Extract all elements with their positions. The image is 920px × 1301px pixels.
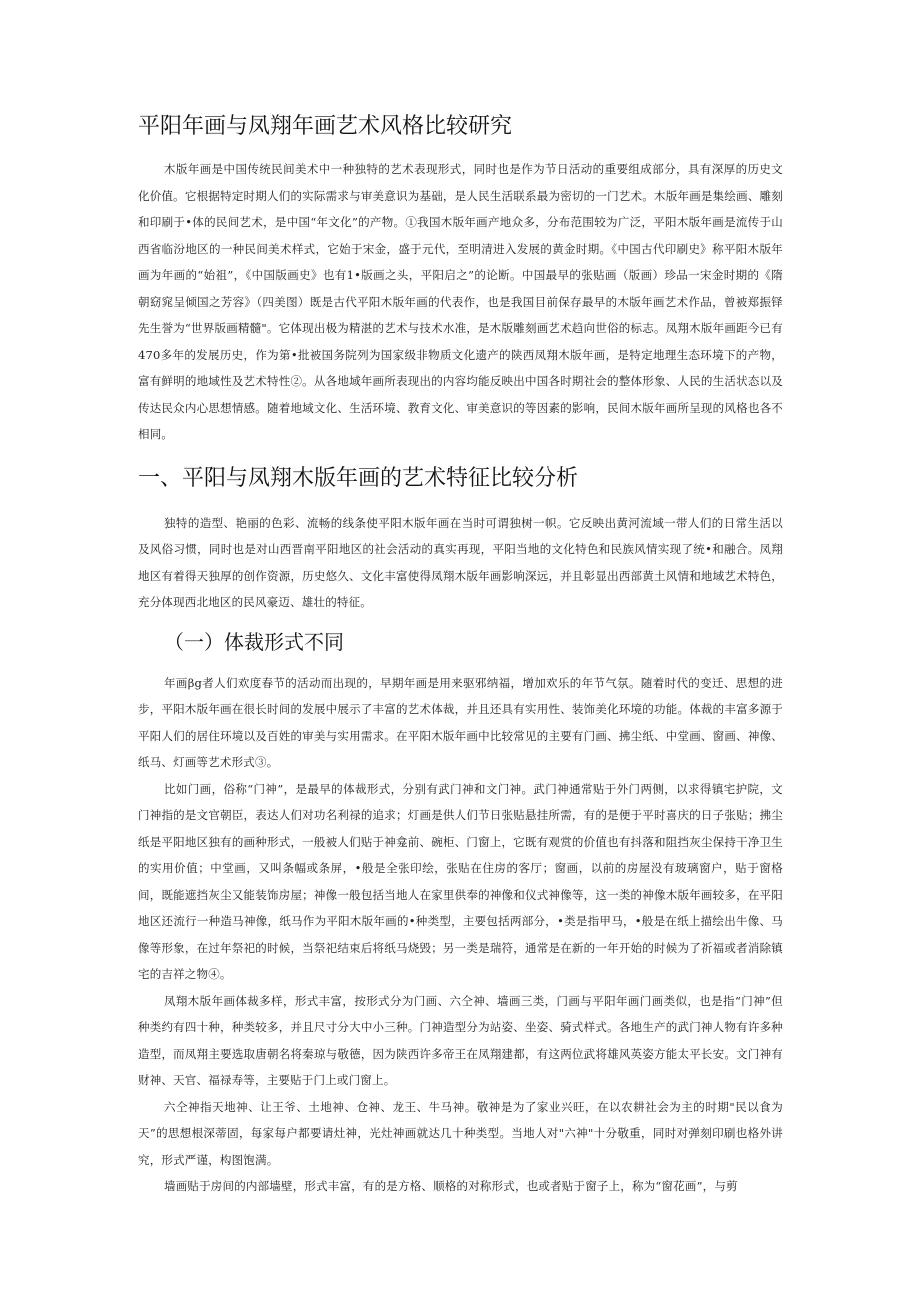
- body-paragraph: 墙画贴于房间的内部墙壁，形式丰富，有的是方格、顺格的对称形式，也或者贴于窗子上，称为“窗花画”，与剪: [164, 1179, 738, 1193]
- intro-paragraph: 木版年画是中国传统民间美术中一种独特的艺术表现形式，同时也是作为节日活动的重要组成部分，具有深厚的历史文化价值。它根据特定时期人们的实际需求与审美意识为基础，是人民生活联系最为密切的一门艺术。木版年画是集绘画、雕刻和印刷于•体的民间艺术，是中国“年文化”的产物。①我国木版年画产地众多，分布范围较为广泛，平阳木版年画是流传于山西省临汾地区的一种民间美术样式，它始于宋金，盛于元代，至明清进入发展的黄金时期。《中国古代印刷史》称平阳木版年画为年画的“始祖”，《中国版画史》也有1•版画之头，平阳启之”的论断。中国最早的张贴画（版画）珍品一宋金时期的《隋朝窈窕呈倾国之芳容》（四美图）既是古代平阳木版年画的代表作，也是我国目前保存最早的木版年画艺术作品，曾被郑振铎先生誉为“世界版画精髓"。它体现出极为精湛的艺术与技术水准，是木版雕刻画艺术趋向世俗的标志。凤翔木版年画距今已有470多年的发展历史，作为第•批被国务院列为国家级非物质文化遗产的陕西凤翔木版年画，是特定地理生态环境下的产物，富有鲜明的地域性及艺术特性②。从各地域年画所表现出的内容均能反映出中国各时期社会的整体形象、人民的生活状态以及传达民众内心思想情感。随着地域文化、生活环境、教育文化、审美意识的等因素的影响，民间木版年画所呈现的风格也各不相同。: [138, 162, 783, 441]
- document-title: 平阳年画与凤翔年画艺术风格比较研究: [138, 114, 513, 139]
- body-paragraph: 六仝神指天地神、让王爷、土地神、仓神、龙王、牛马神。敬神是为了家业兴旺，在以农耕社会为主的时期"民以食为天”的思想根深蒂固，每家每户都要请灶神，光灶神画就达几十种类型。当地人对"六神"十分敬重，同时对弹刻印刷也格外讲究，形式严谨，构图饱满。: [138, 1099, 783, 1167]
- body-paragraph: 年画βg者人们欢度春节的活动而出现的，早期年画是用来驱邪纳福，增加欢乐的年节气氛。随着时代的变迁、思想的进步，平阳木版年画在很长时间的发展中展示了丰富的艺术体裁，并且还具有实用性、装饰美化环境的功能。体裁的丰富多源于平阳人们的居住环境以及百姓的审美与实用需求。在平阳木版年画中比较常见的主要有门画、拂尘纸、中堂画、窗画、神像、纸马、灯画等艺术形式③。: [138, 675, 783, 769]
- document-body: [138, 112, 783, 1200]
- body-paragraph: 比如门画，俗称“门神”，是最早的体裁形式，分别有武门神和文门神。武门神通常贴于外门两侧，以求得镇宅护院，文门神指的是文官朝臣，表达人们对功名利禄的追求；灯画是供人们节日张贴悬挂所需，有的是便于平时喜庆的日子张贴；拂尘纸是平阳地区独有的画种形式，一般被人们贴于神龛前、碗柜、门窗上，它既有观赏的价值也有抖落和阻挡灰尘保持干净卫生的实用价值；中堂画，又叫条幅或条屏，•般是全张印绘，张贴在住房的客厅；窗画，以前的房屋没有玻璃窗户，贴于窗格间，既能遮挡灰尘又能装饰房屋；神像一般包括当地人在家里供奉的神像和仪式神像等，这一类的神像木版年画较多，在平阳地区还流行一种造马神像，纸马作为平阳木版年画的•种类型，主要包括两部分，•类是指甲马，•般是在纸上描绘出牛像、马像等形象，在过年祭祀的时候，当祭祀结束后将纸马烧毁；另一类是瑞符，通常是在新的一年开始的时候为了祈福或者消除镇宅的吉祥之物④。: [138, 781, 783, 981]
- section-heading: 一、平阳与凤翔木版年画的艺术特征比较分析: [138, 465, 579, 491]
- section-paragraph: 独特的造型、艳丽的色彩、流畅的线条使平阳木版年画在当时可谓独树一帜。它反映出黄河流域一带人们的日常生活以及风俗习惯，同时也是对山西晋南平阳地区的社会活动的真实再现，平阳当地的文化特色和民族风情实现了统•和融合。凤翔地区有着得天独厚的创作资源，历史悠久、文化丰富使得凤翔木版年画影响深远，并且彰显出西部黄土风情和地域艺术特色，充分体现西北地区的民风豪迈、雄壮的特征。: [138, 515, 783, 609]
- subsection-heading: （一）体裁形式不同: [164, 629, 344, 654]
- body-paragraph: 凤翔木版年画体裁多样，形式丰富，按形式分为门画、六仝神、墙画三类，门画与平阳年画门画类似，也是指“门神”但种类约有四十种，种类较多，并且尺寸分大中小三种。门神造型分为站姿、坐姿、骑式样式。各地生产的武门神人物有许多种造型，而凤翔主要选取唐朝名将秦琼与敬德，因为陕西许多帝王在凤翔建都，有这两位武将雄风英姿方能太平长安。文门神有财神、天官、福禄寿等，主要贴于门上或门窗上。: [138, 993, 783, 1087]
